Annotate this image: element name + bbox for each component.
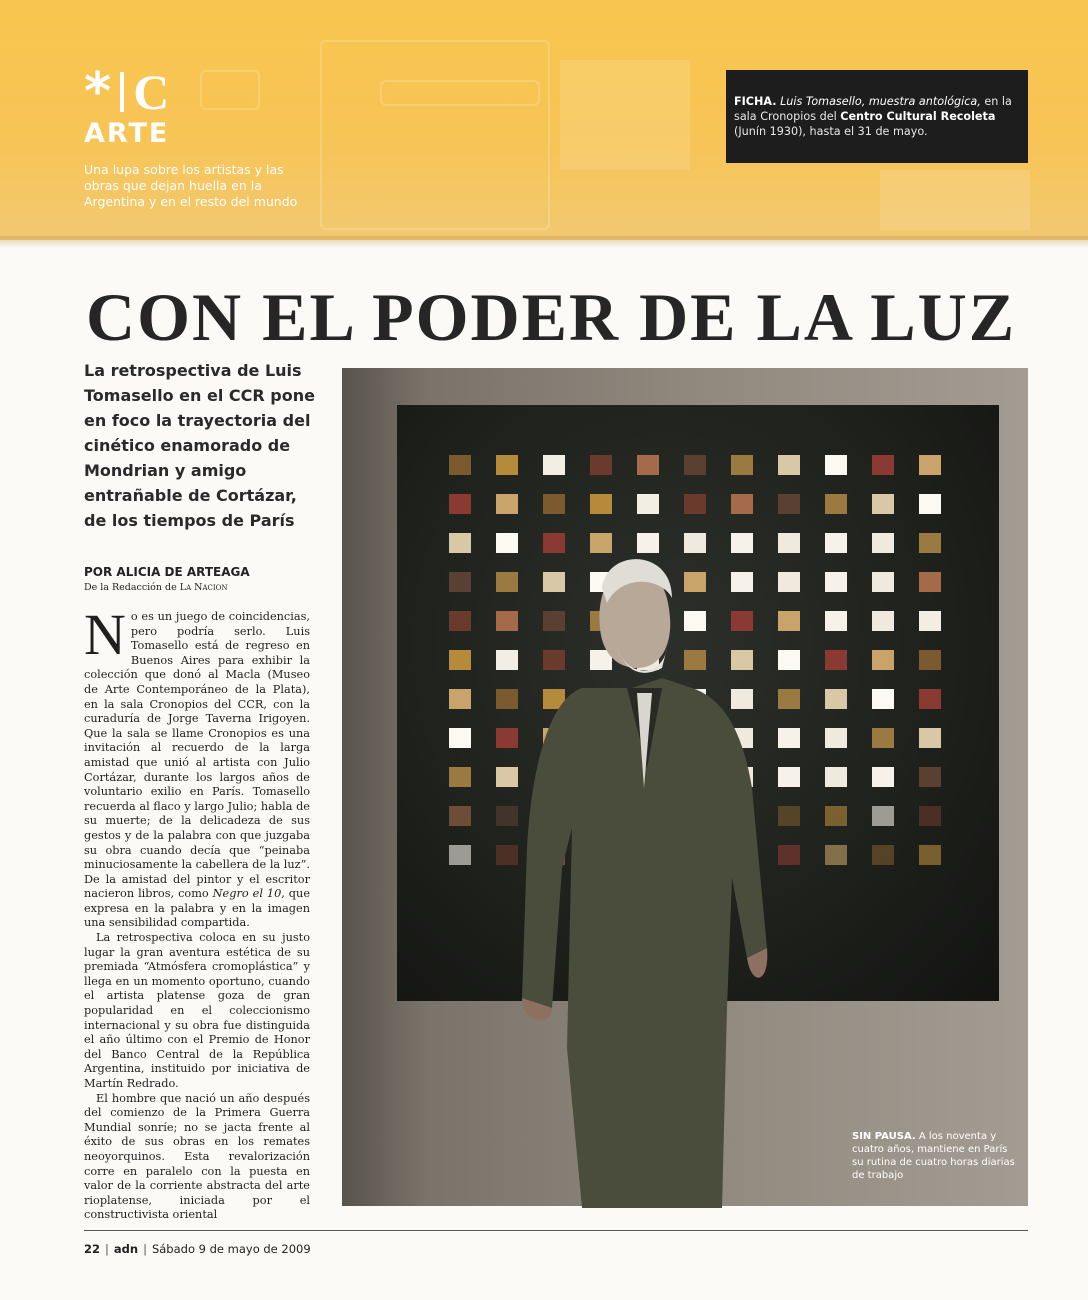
- artwork-cube: [778, 689, 800, 709]
- artwork-cube: [872, 455, 894, 475]
- band-shadow: [0, 236, 1088, 248]
- artwork-cube: [825, 650, 847, 670]
- artwork-cube: [778, 845, 800, 865]
- ficha-box: [726, 70, 1028, 163]
- logo-divider: [120, 72, 124, 112]
- ficha-venue: Centro Cultural Recoleta: [840, 110, 996, 123]
- article-dek: La retrospectiva de Luis Tomasello en el CCR pone en foco la trayectoria del cinético enamorado de Mondrian y amigo entrañable de Cortázar, de los tiempos de París: [84, 361, 315, 530]
- article-headline: CON EL PODER DE LA LUZ: [86, 279, 1017, 355]
- section-logo: [84, 62, 170, 122]
- artwork-cube: [449, 611, 471, 631]
- section-tagline: Una lupa sobre los artistas y las obras que dejan huella en la Argentina y en el resto del mundo: [84, 162, 298, 209]
- artwork-cube: [825, 494, 847, 514]
- artwork-cube: [825, 689, 847, 709]
- artwork-cube: [449, 455, 471, 475]
- artwork-cube: [919, 845, 941, 865]
- artwork-cube: [543, 494, 565, 514]
- artwork-cube: [872, 494, 894, 514]
- footer-divider: |: [143, 1242, 147, 1256]
- artwork-cube: [825, 728, 847, 748]
- artwork-cube: [919, 455, 941, 475]
- artwork-cube: [919, 767, 941, 787]
- artwork-cube: [449, 767, 471, 787]
- page-number: 22: [84, 1242, 101, 1256]
- artwork-cube: [637, 455, 659, 475]
- artwork-cube: [684, 494, 706, 514]
- artwork-cube: [449, 806, 471, 826]
- artwork-cube: [919, 650, 941, 670]
- asterisk-icon: *: [84, 62, 112, 122]
- artwork-cube: [825, 533, 847, 553]
- ficha-text-a: en la sala Cronopios del: [734, 95, 1012, 123]
- artwork-cube: [449, 572, 471, 592]
- footer-date: Sábado 9 de mayo de 2009: [151, 1242, 311, 1256]
- artwork-cube: [778, 533, 800, 553]
- artwork-cube: [872, 533, 894, 553]
- artwork-cube: [872, 728, 894, 748]
- article-photo: [342, 368, 1028, 1206]
- drop-cap: N: [84, 602, 126, 667]
- artwork-cube: [496, 455, 518, 475]
- book-title: Negro el 10: [212, 887, 282, 901]
- artwork-cube: [590, 494, 612, 514]
- artwork-cube: [872, 767, 894, 787]
- artwork-cube: [731, 455, 753, 475]
- footer-rule: [84, 1230, 1028, 1231]
- page-footer: [84, 1242, 311, 1256]
- ficha-label: FICHA.: [734, 95, 777, 108]
- p1-text-a: o es un juego de coincidencias, pero podría serlo. Luis Tomasello está de regreso en Buenos Aires para exhibir la colección que donó al Macla (Museo de Arte Contemporáneo de la Plata), en la sala Cronopios del CCR, con la curaduría de Jorge Taverna Irigoyen. Que la sala se llame Cronopios es una invitación al recuerdo de la larga amistad que unió al artista con Julio Cortázar, durante los largos años de voluntario exilio en París. Tomasello recuerda al flaco y largo Julio; habla de su muerte; de la delicadeza de sus gestos y de la palabra con que juzgaba su obra cuando decía que “peinaba minuciosamente la cabellera de la luz”. De la amistad del pintor y el escritor nacieron libros, como: [84, 610, 310, 901]
- artwork-cube: [637, 494, 659, 514]
- artwork-cube: [778, 767, 800, 787]
- artwork-cube: [496, 494, 518, 514]
- artwork-cube: [449, 494, 471, 514]
- artwork-cube: [449, 728, 471, 748]
- artwork-cube: [731, 494, 753, 514]
- body-paragraph: La retrospectiva coloca en su justo lugar la gran aventura estética de su premiada “Atmósfera cromoplástica” y llega en un momento oportuno, cuando el artista platense goza de gran popularidad en el coleccionismo internacional y su obra fue distinguida el año último con el Premio de Honor del Banco Central de la República Argentina, instituido por iniciativa de Martín Redrado.: [84, 931, 310, 1090]
- footer-divider: |: [105, 1242, 109, 1256]
- footer-brand: adn: [113, 1242, 139, 1256]
- artwork-cube: [919, 494, 941, 514]
- artwork-cube: [919, 611, 941, 631]
- artwork-cube: [919, 572, 941, 592]
- artwork-cube: [825, 767, 847, 787]
- caption-label: SIN PAUSA.: [852, 1131, 916, 1142]
- artwork-cube: [872, 689, 894, 709]
- artwork-cube: [872, 845, 894, 865]
- artwork-cube: [778, 806, 800, 826]
- artist-figure: [512, 528, 772, 1208]
- artwork-cube: [449, 650, 471, 670]
- artwork-cube: [778, 650, 800, 670]
- artwork-cube: [590, 455, 612, 475]
- artwork-cube: [919, 806, 941, 826]
- byline-affiliation: [84, 582, 228, 593]
- artwork-cube: [872, 611, 894, 631]
- artwork-cube: [778, 728, 800, 748]
- photo-caption: [852, 1130, 1022, 1182]
- artwork-cube: [872, 650, 894, 670]
- body-paragraph: [84, 602, 311, 931]
- body-paragraph: El hombre que nació un año después del comienzo de la Primera Guerra Mundial sonríe; no se jacta frente al éxito de sus obras en los remates neoyorquinos. Esta revalorización corre en paralelo con la puesta en valor de la corriente abstracta del arte rioplatense, iniciada por el constructivista oriental: [84, 1091, 310, 1222]
- article-body: [84, 602, 311, 1222]
- artwork-cube: [778, 455, 800, 475]
- artwork-cube: [919, 533, 941, 553]
- p1-text-b: , que expresa en la palabra y en la imagen una sensibilidad compartida.: [84, 887, 311, 930]
- artwork-cube: [919, 689, 941, 709]
- ficha-text-b: (Junín 1930), hasta el 31 de mayo.: [734, 125, 928, 138]
- artwork-cube: [872, 572, 894, 592]
- artwork-cube: [825, 611, 847, 631]
- section-title: ARTE: [84, 118, 170, 149]
- byline-paper: La Nacion: [179, 582, 228, 593]
- artwork-cube: [778, 494, 800, 514]
- artwork-cube: [449, 689, 471, 709]
- artwork-cube: [778, 572, 800, 592]
- ficha-title: Luis Tomasello, muestra antológica,: [780, 95, 981, 108]
- byline: POR ALICIA DE ARTEAGA: [84, 565, 250, 579]
- artwork-cube: [825, 845, 847, 865]
- artwork-cube: [543, 455, 565, 475]
- artwork-cube: [825, 455, 847, 475]
- artwork-cube: [872, 806, 894, 826]
- byline-prefix: De la Redacción de: [84, 582, 180, 593]
- artwork-cube: [825, 572, 847, 592]
- caption-text: A los noventa y cuatro años, mantiene en París su rutina de cuatro horas diarias de trabajo: [852, 1131, 1015, 1181]
- artwork-cube: [778, 611, 800, 631]
- artwork-cube: [449, 845, 471, 865]
- artwork-cube: [684, 455, 706, 475]
- artwork-cube: [919, 728, 941, 748]
- artwork-cube: [449, 533, 471, 553]
- artwork-cube: [825, 806, 847, 826]
- logo-letter: C: [133, 64, 170, 120]
